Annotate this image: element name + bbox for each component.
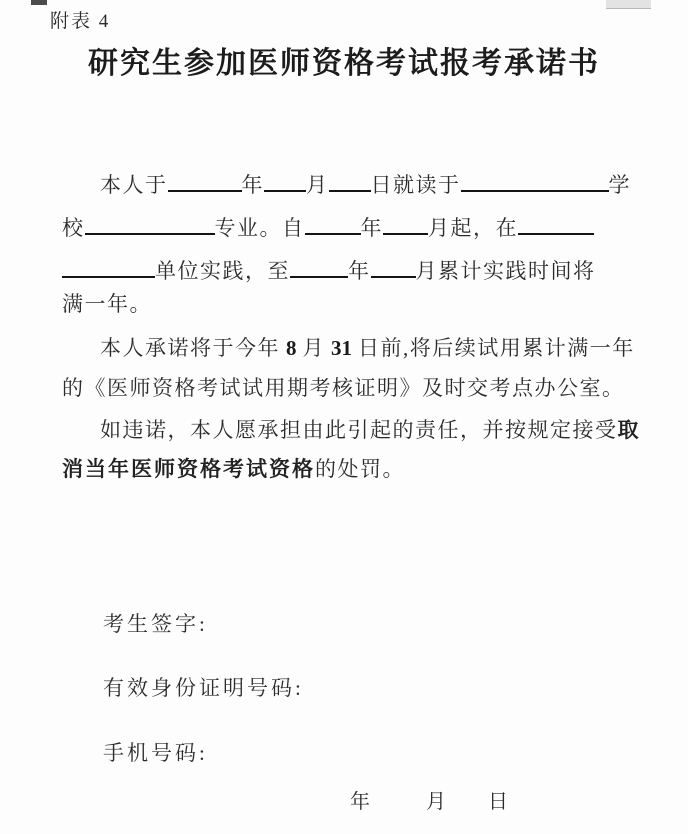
- paragraph2-text: 本人承诺将于今年: [100, 336, 280, 360]
- date-line: [350, 785, 508, 814]
- document-title: 研究生参加医师资格考试报考承诺书: [88, 47, 600, 80]
- deadline-month-number: 8: [286, 336, 297, 360]
- paragraph2-line2: [62, 377, 625, 400]
- phone-number-label: 手机号码:: [103, 741, 208, 765]
- blank-school-name: [461, 170, 609, 192]
- blank-practice-unit-2: [62, 256, 155, 278]
- blank-end-year: [290, 256, 348, 278]
- penalty-emphasis-text: 消当年医师资格考试资格: [62, 458, 315, 481]
- blank-end-month: [371, 256, 416, 278]
- paragraph1-line2: [62, 213, 594, 240]
- deadline-day-number: 31: [331, 336, 352, 360]
- scan-artifact-top-right: [606, 0, 651, 9]
- paragraph3-line1: [62, 419, 641, 442]
- penalty-emphasis-text: 取: [617, 419, 641, 442]
- paragraph1-text: 单位实践，至: [155, 258, 290, 283]
- appendix-label: 附表 4: [50, 11, 111, 32]
- blank-enroll-year: [168, 170, 242, 192]
- blank-major: [85, 213, 215, 235]
- scan-artifact-top-left: [31, 0, 47, 5]
- paragraph1-text: 年: [348, 258, 371, 283]
- paragraph1-text: 学: [608, 172, 631, 197]
- signature-label: 考生签字:: [103, 612, 208, 636]
- blank-practice-unit-1: [518, 213, 594, 235]
- paragraph2-text: 的《医师资格考试试用期考核证明》及时交考点办公室。: [62, 376, 625, 400]
- paragraph1-text: 满一年。: [62, 292, 152, 316]
- paragraph3-line2: [62, 458, 405, 481]
- blank-start-month: [383, 213, 428, 235]
- blank-enroll-day: [329, 170, 371, 192]
- paragraph1-line3: [62, 256, 596, 283]
- paragraph1-text: 月累计实践时间将: [415, 258, 596, 283]
- date-day-label: 日: [488, 791, 508, 813]
- blank-enroll-month: [264, 170, 306, 192]
- paragraph2-line1: [62, 337, 635, 360]
- paragraph1-text: 本人于: [100, 172, 168, 197]
- paragraph1-text: 专业。自: [214, 215, 305, 240]
- date-month-label: 月: [426, 791, 446, 813]
- paragraph1-text: 月: [306, 172, 329, 197]
- paragraph1-text: 校: [62, 215, 85, 240]
- paragraph1-text: 月起，在: [428, 215, 518, 240]
- paragraph3-text: 的处罚。: [315, 457, 405, 481]
- paragraph1-line4: [62, 293, 152, 316]
- paragraph3-text: 如违诺，本人愿承担由此引起的责任，并按规定接受: [100, 418, 618, 442]
- date-year-label: 年: [350, 791, 370, 813]
- blank-start-year: [305, 213, 361, 235]
- paragraph1-text: 年: [360, 215, 383, 240]
- paragraph1-text: 年: [241, 172, 264, 197]
- paragraph2-text: 月: [302, 336, 325, 360]
- paragraph1-line1: [62, 170, 631, 197]
- id-number-label: 有效身份证明号码:: [103, 676, 304, 700]
- paragraph2-text: 日前,将后续试用累计满一年: [358, 336, 635, 360]
- paragraph1-text: 日就读于: [370, 172, 461, 197]
